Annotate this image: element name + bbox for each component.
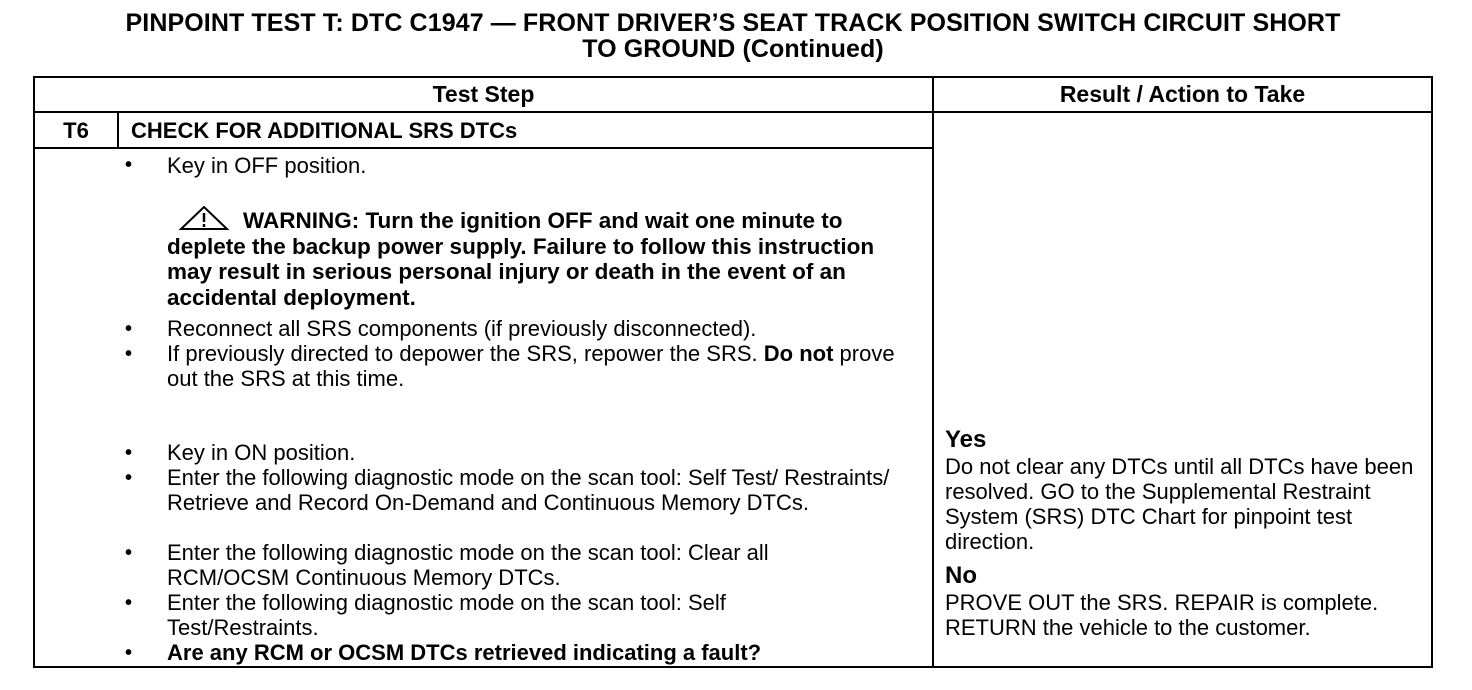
bullet: • [125, 592, 133, 614]
instruction-key-on: Key in ON position. [167, 440, 356, 465]
instruction-key-off: Key in OFF position. [167, 153, 367, 178]
instruction-repower [167, 341, 907, 391]
instruction-repower-emphasis: Do not [763, 341, 834, 366]
title-line-1: PINPOINT TEST T: DTC C1947 — FRONT DRIVER’S SEAT TRACK POSITION SWITCH CIRCUIT SHORT [125, 9, 1341, 37]
bullet: • [125, 642, 133, 664]
bullet: • [125, 542, 133, 564]
bullet: • [125, 343, 133, 365]
page-title [0, 10, 1466, 62]
instruction-self-test: Enter the following diagnostic mode on the scan tool: Self Test/Restraints. [167, 590, 726, 640]
result-no-text: PROVE OUT the SRS. REPAIR is complete. RETURN the vehicle to the customer. [945, 590, 1379, 640]
step-title: CHECK FOR ADDITIONAL SRS DTCs [131, 118, 518, 143]
header-test-step: Test Step [432, 81, 535, 107]
bullet: • [125, 318, 133, 340]
result-yes-label: Yes [945, 426, 987, 453]
instruction-repower-text: If previously directed to depower the SRS, repower the SRS. [167, 341, 758, 366]
warning-triangle-icon [179, 206, 229, 230]
instruction-retrieve-dtcs: Enter the following diagnostic mode on the scan tool: Self Test/ Restraints/ Retrieve and Record On-Demand and Continuous Memory DTCs. [167, 465, 890, 515]
warning-text: WARNING: Turn the ignition OFF and wait one minute to deplete the backup power supply. Failure to follow this instruction may result in serious personal injury or death in the event of an accidental deployment. [167, 208, 875, 310]
question-dtcs-retrieved: Are any RCM or OCSM DTCs retrieved indicating a fault? [167, 640, 762, 665]
step-id: T6 [63, 118, 89, 143]
warning-block [167, 206, 912, 310]
title-line-2: TO GROUND (Continued) [582, 35, 884, 63]
instruction-clear-dtcs: Enter the following diagnostic mode on the scan tool: Clear all RCM/OCSM Continuous Memory DTCs. [167, 540, 769, 590]
result-yes-text: Do not clear any DTCs until all DTCs have been resolved. GO to the Supplemental Restraint System (SRS) DTC Chart for pinpoint test direction. [945, 454, 1414, 554]
instruction-reconnect: Reconnect all SRS components (if previously disconnected). [167, 316, 757, 341]
bullet: • [125, 467, 133, 489]
step-id-divider [117, 111, 119, 147]
column-divider [932, 78, 934, 666]
instruction-repower-tail: prove out the SRS at this time. [167, 341, 895, 391]
pinpoint-test-table [33, 76, 1433, 668]
bullet: • [125, 442, 133, 464]
bullet: • [125, 154, 133, 176]
header-result-action: Result / Action to Take [1059, 81, 1306, 107]
result-no-label: No [945, 562, 977, 589]
